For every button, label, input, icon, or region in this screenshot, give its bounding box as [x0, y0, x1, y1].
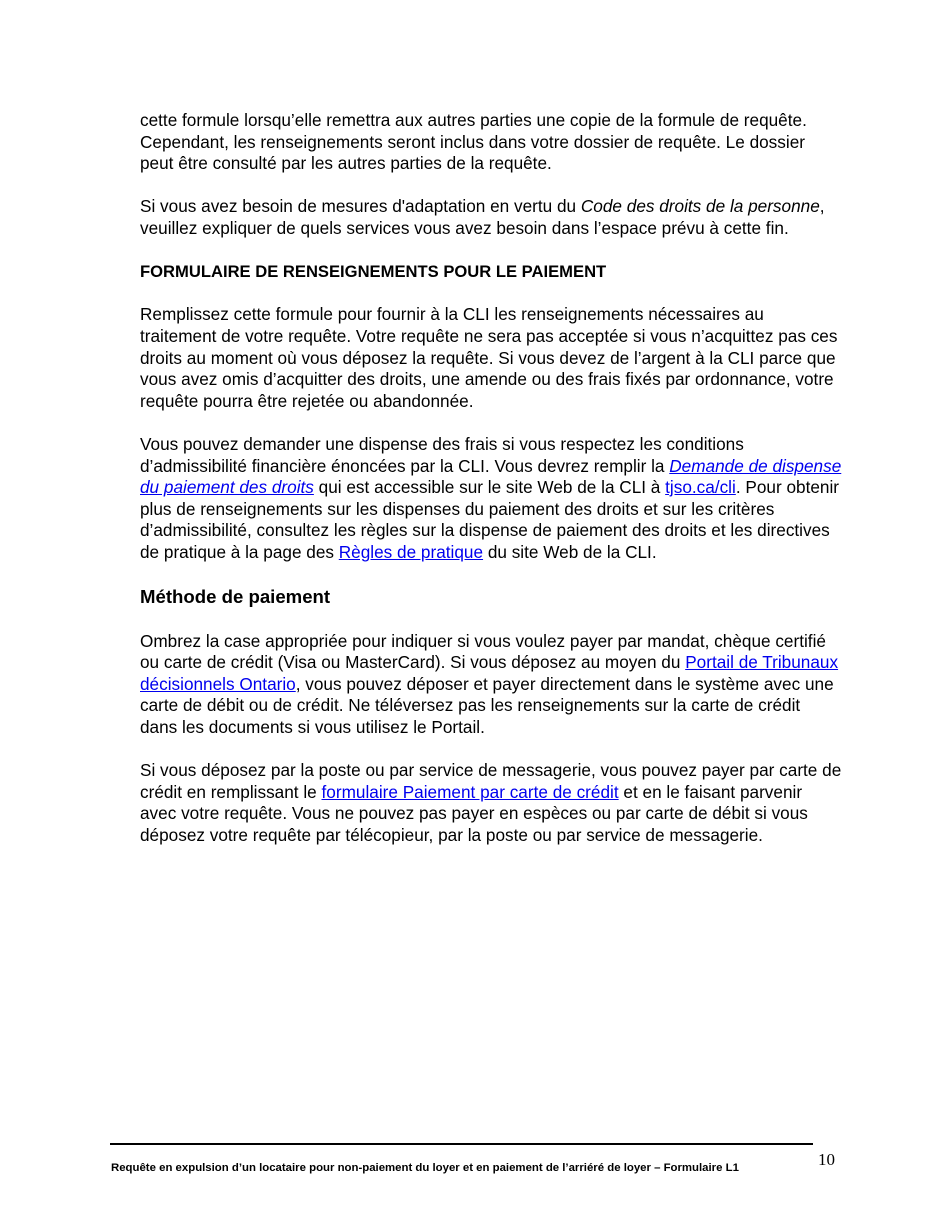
paragraph-accommodation: [140, 196, 842, 239]
paragraph-form-copy: cette formule lorsqu’elle remettra aux autres parties une copie de la formule de requête. Cependant, les renseignements seront inclus dans votre dossier de requête. Le dossier peut être consulté par les autres parties de la requête.: [140, 110, 807, 174]
mail-courier-text-b: et en le faisant parvenir avec votre requête. Vous ne pouvez pas payer en espèces ou par carte de débit si vous déposez votre requête par télécopieur, par la poste ou par service de messagerie.: [140, 781, 808, 845]
fee-waiver-text-b: qui est accessible sur le site Web de la CLI à: [313, 477, 666, 498]
tjso-cli-link[interactable]: tjso.ca/cli: [665, 477, 736, 498]
fee-waiver-request-link-text: Demande de dispense du paiement des droits: [140, 455, 842, 498]
footer-divider: [110, 1143, 813, 1145]
paragraph-payment-form-intro: Remplissez cette formule pour fournir à la CLI les renseignements nécessaires au traitement de votre requête. Votre requête ne sera pas acceptée si vous n’acquittez pas ces droits au moment où vous déposez la requête. Si vous devez de l’argent à la CLI parce que vous avez omis d’acquitter des droits, une amende ou des frais fixés par ordonnance, votre requête pourra être rejetée ou abandonnée.: [140, 304, 838, 411]
human-rights-code-title: Code des droits de la personne: [580, 196, 820, 217]
fee-waiver-text-c: . Pour obtenir plus de renseignements sur les dispenses du paiement des droits et sur les critères d’admissibilité, consultez les règles sur la dispense de paiement des droits et les directives de pratique à la page des: [140, 477, 840, 562]
heading-payment-method: Méthode de paiement: [140, 586, 331, 608]
page-body: [140, 110, 842, 868]
mail-courier-text-a: Si vous déposez par la poste ou par service de messagerie, vous pouvez payer par carte de crédit en remplissant le: [140, 760, 842, 802]
payment-method-text-a: Ombrez la case appropriée pour indiquer si vous voulez payer par mandat, chèque certifié ou carte de crédit (Visa ou MasterCard). Si vous déposez au moyen du: [140, 630, 826, 673]
paragraph-mail-courier: [140, 760, 842, 846]
accommodation-text-b: , veuillez expliquer de quels services vous avez besoin dans l’espace prévu à cette fin.: [140, 196, 825, 238]
accommodation-text-a: Si vous avez besoin de mesures d'adaptation en vertu du: [140, 196, 581, 217]
paragraph-payment-method: [140, 631, 842, 739]
payment-method-text-b: , vous pouvez déposer et payer directement dans le système avec une carte de débit ou de crédit. Ne téléversez pas les renseignements sur la carte de crédit dans les documents si vous utilisez le Portail.: [140, 673, 834, 738]
footer-form-title: Requête en expulsion d’un locataire pour non-paiement du loyer et en paiement de l’arriéré de loyer – Formulaire L1: [111, 1162, 739, 1174]
paragraph-fee-waiver: [140, 434, 842, 564]
credit-card-payment-form-link[interactable]: formulaire Paiement par carte de crédit: [321, 781, 619, 802]
tribunals-ontario-portal-link[interactable]: Portail de Tribunaux décisionnels Ontario: [140, 652, 839, 694]
page-number: 10: [818, 1150, 835, 1169]
rules-of-practice-link[interactable]: Règles de pratique: [338, 541, 484, 562]
heading-payment-form: FORMULAIRE DE RENSEIGNEMENTS POUR LE PAIEMENT: [140, 262, 607, 282]
fee-waiver-text-d: du site Web de la CLI.: [483, 541, 657, 562]
fee-waiver-text-a: Vous pouvez demander une dispense des frais si vous respectez les conditions d’admissibilité financière énoncées par la CLI. Vous devrez remplir la: [140, 433, 744, 476]
